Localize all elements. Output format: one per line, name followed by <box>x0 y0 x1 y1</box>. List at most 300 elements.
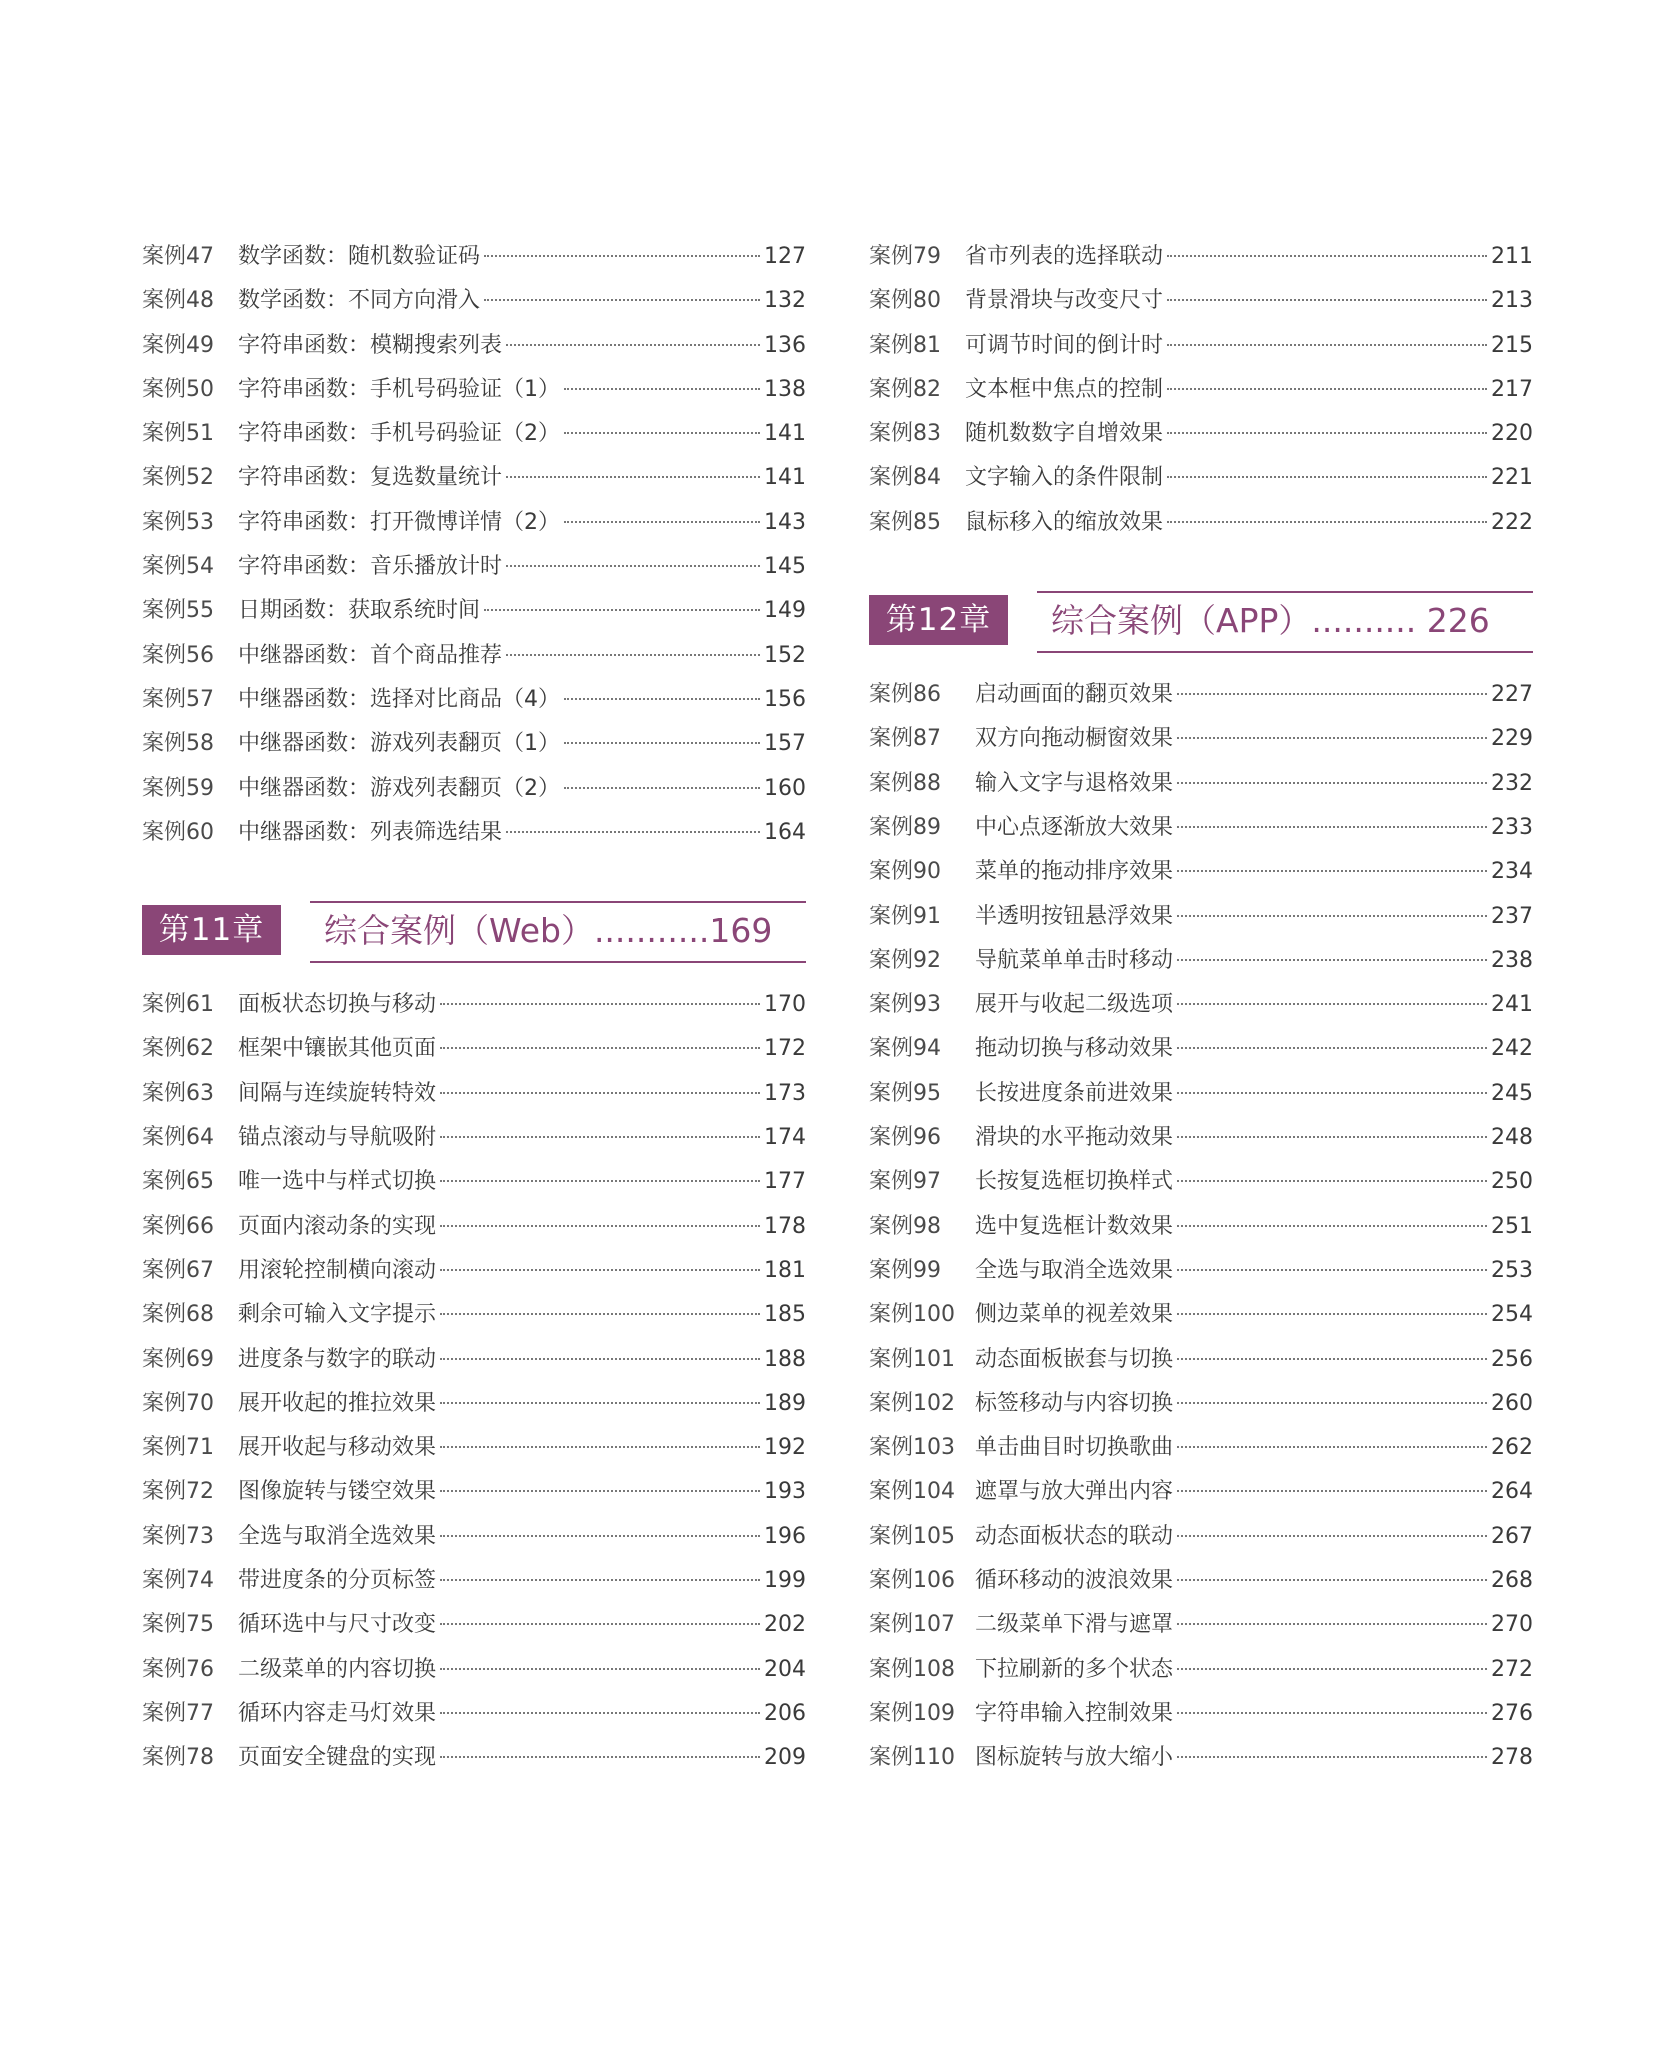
case-title: 长按进度条前进效果 <box>975 1080 1174 1106</box>
toc-entry[interactable] <box>869 412 1533 456</box>
toc-entry[interactable] <box>869 368 1533 412</box>
chapter-title: 综合案例（APP）.......... 226 <box>1051 601 1490 641</box>
case-number: 案例79 <box>869 244 941 269</box>
page-number: 193 <box>764 1479 806 1505</box>
dot-leader <box>1177 870 1487 872</box>
dot-leader <box>1167 344 1487 346</box>
page-number: 260 <box>1491 1390 1533 1416</box>
case-number: 案例63 <box>142 1080 214 1106</box>
case-number: 案例76 <box>142 1656 214 1682</box>
case-title: 文字输入的条件限制 <box>965 465 1164 491</box>
case-number: 案例64 <box>142 1125 214 1151</box>
page-number: 185 <box>764 1302 806 1328</box>
case-title: 锚点滚动与导航吸附 <box>238 1125 437 1151</box>
page-number: 251 <box>1491 1213 1533 1239</box>
dot-leader <box>1177 1136 1487 1138</box>
case-number: 案例91 <box>869 903 941 929</box>
case-title: 二级菜单下滑与遮罩 <box>975 1612 1174 1638</box>
case-title: 动态面板状态的联动 <box>975 1523 1174 1549</box>
chapter-badge: 第12章 <box>869 595 1008 645</box>
toc-entry[interactable] <box>142 412 806 456</box>
case-number: 案例56 <box>142 642 214 668</box>
case-title: 文本框中焦点的控制 <box>965 376 1164 402</box>
case-number: 案例92 <box>869 947 941 973</box>
dot-leader <box>506 565 760 567</box>
case-title: 滑块的水平拖动效果 <box>975 1125 1174 1151</box>
toc-entry[interactable] <box>869 1648 1533 1692</box>
dot-leader <box>484 609 760 611</box>
toc-column-left <box>142 235 806 1781</box>
toc-entry[interactable] <box>142 722 806 766</box>
toc-entry[interactable] <box>142 1293 806 1337</box>
toc-entry[interactable] <box>142 1692 806 1736</box>
toc-entry[interactable] <box>869 1293 1533 1337</box>
case-title: 二级菜单的内容切换 <box>238 1656 437 1682</box>
dot-leader <box>1167 476 1487 478</box>
case-title: 全选与取消全选效果 <box>975 1257 1174 1283</box>
case-title: 页面内滚动条的实现 <box>238 1213 437 1239</box>
toc-entry[interactable] <box>869 501 1533 545</box>
case-number: 案例102 <box>869 1390 955 1416</box>
dot-leader <box>1177 959 1487 961</box>
toc-entry[interactable] <box>869 1116 1533 1160</box>
case-title: 中继器函数：选择对比商品（4） <box>238 686 560 712</box>
toc-entry[interactable] <box>142 1736 806 1780</box>
chapter-title-frame <box>310 901 806 963</box>
chapter-11-heading[interactable] <box>142 901 806 963</box>
page-number: 227 <box>1491 682 1533 708</box>
toc-entry[interactable] <box>142 1426 806 1470</box>
case-title: 字符串函数：音乐播放计时 <box>238 554 503 580</box>
page-number: 192 <box>764 1435 806 1461</box>
dot-leader <box>1167 521 1487 523</box>
dot-leader <box>1177 1313 1487 1315</box>
dot-leader <box>506 344 760 346</box>
toc-entry[interactable] <box>142 456 806 500</box>
case-number: 案例49 <box>142 332 214 358</box>
dot-leader <box>1177 1180 1487 1182</box>
toc-entry[interactable] <box>142 324 806 368</box>
case-title: 图标旋转与放大缩小 <box>975 1745 1174 1771</box>
case-number: 案例107 <box>869 1612 955 1638</box>
page-number: 156 <box>764 686 806 712</box>
dot-leader <box>564 787 760 789</box>
toc-entry[interactable] <box>142 501 806 545</box>
page-number: 141 <box>764 465 806 491</box>
dot-leader <box>1177 1490 1487 1492</box>
case-title: 长按复选框切换样式 <box>975 1169 1174 1195</box>
page-number: 138 <box>764 376 806 402</box>
toc-column-right <box>869 235 1533 1781</box>
page-number: 237 <box>1491 903 1533 929</box>
case-title: 循环选中与尺寸改变 <box>238 1612 437 1638</box>
case-title: 字符串函数：模糊搜索列表 <box>238 332 503 358</box>
toc-entry[interactable] <box>869 983 1533 1027</box>
case-number: 案例52 <box>142 465 214 491</box>
case-number: 案例53 <box>142 509 214 535</box>
dot-leader <box>484 255 760 257</box>
case-number: 案例73 <box>142 1523 214 1549</box>
dot-leader <box>1177 1579 1487 1581</box>
page-number: 264 <box>1491 1479 1533 1505</box>
page-number: 172 <box>764 1036 806 1062</box>
case-number: 案例81 <box>869 332 941 358</box>
case-title: 进度条与数字的联动 <box>238 1346 437 1372</box>
toc-entry[interactable] <box>869 850 1533 894</box>
dot-leader <box>440 1402 760 1404</box>
case-title: 中继器函数：游戏列表翻页（1） <box>238 731 560 757</box>
case-number: 案例72 <box>142 1479 214 1505</box>
page-number: 256 <box>1491 1346 1533 1372</box>
case-title: 下拉刷新的多个状态 <box>975 1656 1174 1682</box>
case-number: 案例101 <box>869 1346 955 1372</box>
page-number: 268 <box>1491 1568 1533 1594</box>
toc-entry[interactable] <box>869 235 1533 279</box>
chapter-title-frame <box>1037 591 1533 653</box>
dot-leader <box>1177 1712 1487 1714</box>
page-number: 145 <box>764 554 806 580</box>
toc-entry[interactable] <box>142 1116 806 1160</box>
page-number: 157 <box>764 731 806 757</box>
case-title: 字符串函数：打开微博详情（2） <box>238 509 560 535</box>
case-title: 用滚轮控制横向滚动 <box>238 1257 437 1283</box>
case-title: 菜单的拖动排序效果 <box>975 859 1174 885</box>
toc-entry[interactable] <box>869 806 1533 850</box>
case-number: 案例71 <box>142 1435 214 1461</box>
toc-entry[interactable] <box>142 1027 806 1071</box>
toc-entry[interactable] <box>869 1338 1533 1382</box>
case-title: 带进度条的分页标签 <box>238 1568 437 1594</box>
dot-leader <box>1177 782 1487 784</box>
case-number: 案例58 <box>142 731 214 757</box>
case-number: 案例74 <box>142 1568 214 1594</box>
case-number: 案例83 <box>869 421 941 447</box>
case-number: 案例48 <box>142 288 214 314</box>
toc-entry[interactable] <box>869 1072 1533 1116</box>
page-number: 267 <box>1491 1523 1533 1549</box>
case-title: 启动画面的翻页效果 <box>975 682 1174 708</box>
page-number: 254 <box>1491 1302 1533 1328</box>
page-number: 173 <box>764 1080 806 1106</box>
case-number: 案例90 <box>869 859 941 885</box>
toc-entry[interactable] <box>142 1338 806 1382</box>
case-number: 案例89 <box>869 814 941 840</box>
toc-entry[interactable] <box>869 1160 1533 1204</box>
toc-entry[interactable] <box>142 1382 806 1426</box>
case-number: 案例69 <box>142 1346 214 1372</box>
dot-leader <box>1177 915 1487 917</box>
case-title: 遮罩与放大弹出内容 <box>975 1479 1174 1505</box>
page-number: 202 <box>764 1612 806 1638</box>
toc-entry[interactable] <box>142 1249 806 1293</box>
toc-entry[interactable] <box>142 1072 806 1116</box>
page-number: 211 <box>1491 244 1533 269</box>
page-number: 188 <box>764 1346 806 1372</box>
case-number: 案例65 <box>142 1169 214 1195</box>
dot-leader <box>1177 1623 1487 1625</box>
page-number: 272 <box>1491 1656 1533 1682</box>
case-title: 框架中镶嵌其他页面 <box>238 1036 437 1062</box>
case-title: 单击曲目时切换歌曲 <box>975 1435 1174 1461</box>
case-number: 案例62 <box>142 1036 214 1062</box>
dot-leader <box>1177 1269 1487 1271</box>
dot-leader <box>440 1490 760 1492</box>
toc-entry[interactable] <box>869 1692 1533 1736</box>
dot-leader <box>1177 1756 1487 1758</box>
case-number: 案例66 <box>142 1213 214 1239</box>
toc-entry[interactable] <box>142 545 806 589</box>
toc-entry[interactable] <box>142 634 806 678</box>
case-number: 案例51 <box>142 421 214 447</box>
case-number: 案例84 <box>869 465 941 491</box>
case-title: 唯一选中与样式切换 <box>238 1169 437 1195</box>
case-number: 案例60 <box>142 819 214 845</box>
page-number: 242 <box>1491 1036 1533 1062</box>
toc-entry[interactable] <box>869 1426 1533 1470</box>
case-title: 省市列表的选择联动 <box>965 244 1164 269</box>
toc-entry[interactable] <box>142 368 806 412</box>
case-title: 全选与取消全选效果 <box>238 1523 437 1549</box>
page-number: 170 <box>764 992 806 1018</box>
case-title: 数学函数：随机数验证码 <box>238 244 481 269</box>
dot-leader <box>506 831 760 833</box>
toc-entry[interactable] <box>869 673 1533 717</box>
page-number: 209 <box>764 1745 806 1771</box>
toc-entry[interactable] <box>869 456 1533 500</box>
page-number: 229 <box>1491 726 1533 752</box>
case-title: 面板状态切换与移动 <box>238 992 437 1018</box>
case-number: 案例61 <box>142 992 214 1018</box>
page-number: 245 <box>1491 1080 1533 1106</box>
page-number: 127 <box>764 244 806 269</box>
toc-entry[interactable] <box>869 1205 1533 1249</box>
case-number: 案例109 <box>869 1700 955 1726</box>
case-title: 拖动切换与移动效果 <box>975 1036 1174 1062</box>
page-number: 189 <box>764 1390 806 1416</box>
page-number: 132 <box>764 288 806 314</box>
page-number: 152 <box>764 642 806 668</box>
page-number: 241 <box>1491 992 1533 1018</box>
case-title: 中继器函数：列表筛选结果 <box>238 819 503 845</box>
toc-list-right-top <box>869 235 1533 545</box>
case-number: 案例110 <box>869 1745 955 1771</box>
dot-leader <box>564 521 760 523</box>
case-title: 字符串函数：手机号码验证（1） <box>238 376 560 402</box>
case-number: 案例94 <box>869 1036 941 1062</box>
page-number: 238 <box>1491 947 1533 973</box>
case-title: 双方向拖动橱窗效果 <box>975 726 1174 752</box>
dot-leader <box>506 476 760 478</box>
case-title: 数学函数：不同方向滑入 <box>238 288 481 314</box>
page-number: 143 <box>764 509 806 535</box>
page-number: 278 <box>1491 1745 1533 1771</box>
case-number: 案例55 <box>142 598 214 624</box>
toc-entry[interactable] <box>142 1603 806 1647</box>
case-number: 案例54 <box>142 554 214 580</box>
toc-entry[interactable] <box>869 717 1533 761</box>
dot-leader <box>440 1756 760 1758</box>
case-title: 标签移动与内容切换 <box>975 1390 1174 1416</box>
page-number: 232 <box>1491 770 1533 796</box>
dot-leader <box>1167 255 1487 257</box>
dot-leader <box>484 299 760 301</box>
page-number: 196 <box>764 1523 806 1549</box>
page-number: 221 <box>1491 465 1533 491</box>
dot-leader <box>1177 1092 1487 1094</box>
case-number: 案例77 <box>142 1700 214 1726</box>
page-number: 181 <box>764 1257 806 1283</box>
toc-entry[interactable] <box>869 1027 1533 1071</box>
dot-leader <box>440 1180 760 1182</box>
toc-entry[interactable] <box>142 767 806 811</box>
page-number: 204 <box>764 1656 806 1682</box>
toc-entry[interactable] <box>869 1736 1533 1780</box>
toc-entry[interactable] <box>142 1648 806 1692</box>
toc-entry[interactable] <box>869 279 1533 323</box>
chapter-12-heading[interactable] <box>869 591 1533 653</box>
case-number: 案例96 <box>869 1125 941 1151</box>
case-title: 中继器函数：首个商品推荐 <box>238 642 503 668</box>
toc-entry[interactable] <box>869 1515 1533 1559</box>
page-number: 248 <box>1491 1125 1533 1151</box>
toc-entry[interactable] <box>869 895 1533 939</box>
toc-entry[interactable] <box>869 1470 1533 1514</box>
case-title: 页面安全键盘的实现 <box>238 1745 437 1771</box>
dot-leader <box>440 1136 760 1138</box>
dot-leader <box>564 388 760 390</box>
dot-leader <box>1177 1225 1487 1227</box>
case-title: 可调节时间的倒计时 <box>965 332 1164 358</box>
page-number: 141 <box>764 421 806 447</box>
case-title: 剩余可输入文字提示 <box>238 1302 437 1328</box>
case-title: 展开收起的推拉效果 <box>238 1390 437 1416</box>
dot-leader <box>1177 1003 1487 1005</box>
case-title: 日期函数：获取系统时间 <box>238 598 481 624</box>
page-number: 149 <box>764 598 806 624</box>
case-number: 案例85 <box>869 509 941 535</box>
case-number: 案例98 <box>869 1213 941 1239</box>
case-title: 选中复选框计数效果 <box>975 1213 1174 1239</box>
case-number: 案例59 <box>142 775 214 801</box>
case-title: 动态面板嵌套与切换 <box>975 1346 1174 1372</box>
case-title: 随机数数字自增效果 <box>965 421 1164 447</box>
dot-leader <box>440 1535 760 1537</box>
dot-leader <box>1177 1446 1487 1448</box>
toc-entry[interactable] <box>869 324 1533 368</box>
case-number: 案例99 <box>869 1257 941 1283</box>
case-number: 案例57 <box>142 686 214 712</box>
page-number: 220 <box>1491 421 1533 447</box>
dot-leader <box>506 654 760 656</box>
dot-leader <box>440 1579 760 1581</box>
dot-leader <box>440 1092 760 1094</box>
dot-leader <box>1177 1668 1487 1670</box>
case-number: 案例105 <box>869 1523 955 1549</box>
toc-entry[interactable] <box>142 678 806 722</box>
toc-entry[interactable] <box>869 1559 1533 1603</box>
toc-entry[interactable] <box>869 939 1533 983</box>
case-title: 输入文字与退格效果 <box>975 770 1174 796</box>
page-number: 270 <box>1491 1612 1533 1638</box>
toc-entry[interactable] <box>869 762 1533 806</box>
dot-leader <box>1177 826 1487 828</box>
case-number: 案例103 <box>869 1435 955 1461</box>
case-title: 中心点逐渐放大效果 <box>975 814 1174 840</box>
case-title: 图像旋转与镂空效果 <box>238 1479 437 1505</box>
page-number: 222 <box>1491 509 1533 535</box>
case-title: 字符串函数：复选数量统计 <box>238 465 503 491</box>
toc-list-left-top <box>142 235 806 855</box>
dot-leader <box>440 1313 760 1315</box>
page-number: 276 <box>1491 1700 1533 1726</box>
page-number: 160 <box>764 775 806 801</box>
case-title: 侧边菜单的视差效果 <box>975 1302 1174 1328</box>
toc-entry[interactable] <box>142 983 806 1027</box>
case-title: 间隔与连续旋转特效 <box>238 1080 437 1106</box>
toc-entry[interactable] <box>142 235 806 279</box>
case-number: 案例82 <box>869 376 941 402</box>
dot-leader <box>440 1225 760 1227</box>
case-title: 字符串输入控制效果 <box>975 1700 1174 1726</box>
dot-leader <box>440 1668 760 1670</box>
case-number: 案例95 <box>869 1080 941 1106</box>
dot-leader <box>440 1269 760 1271</box>
dot-leader <box>564 698 760 700</box>
dot-leader <box>564 432 760 434</box>
dot-leader <box>1177 737 1487 739</box>
toc-list-left-bottom <box>142 983 806 1780</box>
page-number: 250 <box>1491 1169 1533 1195</box>
toc-entry[interactable] <box>142 589 806 633</box>
toc-entry[interactable] <box>869 1603 1533 1647</box>
toc-entry[interactable] <box>142 1515 806 1559</box>
toc-entry[interactable] <box>142 279 806 323</box>
case-number: 案例70 <box>142 1390 214 1416</box>
page-number: 206 <box>764 1700 806 1726</box>
case-number: 案例100 <box>869 1302 955 1328</box>
case-number: 案例67 <box>142 1257 214 1283</box>
dot-leader <box>1167 432 1487 434</box>
page-number: 213 <box>1491 288 1533 314</box>
case-number: 案例80 <box>869 288 941 314</box>
dot-leader <box>440 1446 760 1448</box>
case-number: 案例47 <box>142 244 214 269</box>
case-title: 循环内容走马灯效果 <box>238 1700 437 1726</box>
dot-leader <box>1177 1535 1487 1537</box>
dot-leader <box>440 1358 760 1360</box>
case-title: 中继器函数：游戏列表翻页（2） <box>238 775 560 801</box>
toc-entry[interactable] <box>869 1249 1533 1293</box>
case-number: 案例88 <box>869 770 941 796</box>
toc-entry[interactable] <box>142 811 806 855</box>
dot-leader <box>1177 1047 1487 1049</box>
case-number: 案例108 <box>869 1656 955 1682</box>
toc-entry[interactable] <box>142 1160 806 1204</box>
toc-entry[interactable] <box>142 1559 806 1603</box>
dot-leader <box>1177 1402 1487 1404</box>
toc-entry[interactable] <box>142 1205 806 1249</box>
toc-entry[interactable] <box>869 1382 1533 1426</box>
dot-leader <box>440 1003 760 1005</box>
page-number: 217 <box>1491 376 1533 402</box>
toc-entry[interactable] <box>142 1470 806 1514</box>
case-title: 半透明按钮悬浮效果 <box>975 903 1174 929</box>
dot-leader <box>440 1047 760 1049</box>
case-number: 案例78 <box>142 1745 214 1771</box>
case-number: 案例50 <box>142 376 214 402</box>
page-number: 178 <box>764 1213 806 1239</box>
page-number: 262 <box>1491 1435 1533 1461</box>
